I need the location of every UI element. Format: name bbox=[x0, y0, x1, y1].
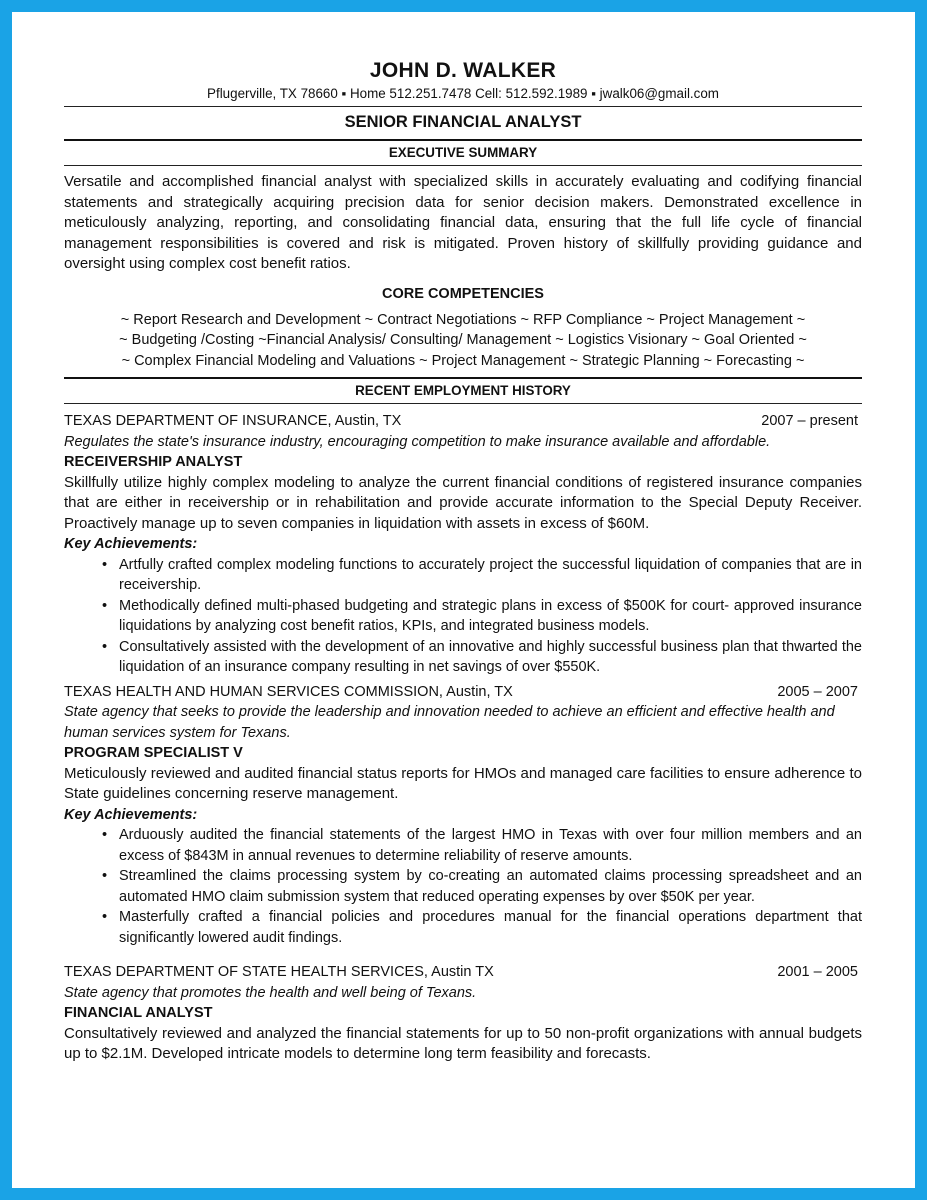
target-job-title: SENIOR FINANCIAL ANALYST bbox=[344, 113, 582, 131]
achievement-item: • Arduously audited the financial statements of the largest HMO in Texas with over four million members and an excess of $843M in annual revenues to determine reliability of reserve amounts. bbox=[64, 825, 862, 866]
achievements-list bbox=[64, 555, 862, 678]
competencies-line: ~ Report Research and Development ~ Contract Negotiations ~ RFP Compliance ~ Project Management ~ bbox=[120, 311, 806, 328]
employer-name: TEXAS DEPARTMENT OF INSURANCE, Austin, TX bbox=[64, 413, 402, 429]
role-title: PROGRAM SPECIALIST V bbox=[64, 745, 243, 761]
summary-text: Versatile and accomplished financial analyst with specialized skills in accurately evaluating and codifying financial statements and strategically acquiring precision data for senior decision makers. Demonstrated excellence in meticulously analyzing, reporting, and consolidating financial data, ensuring that the full life cycle of financial management responsibilities is covered and risk is mitigated. Proven history of skillfully providing guidance and oversight using complex cost benefit ratios. bbox=[64, 173, 862, 272]
achievements-label: Key Achievements: bbox=[64, 806, 198, 823]
job-entry bbox=[64, 682, 862, 949]
role-title: RECEIVERSHIP ANALYST bbox=[64, 454, 243, 470]
role-summary: Meticulously reviewed and audited financial status reports for HMOs and managed care facilities to ensure adherence to State guidelines concerning reserve management. bbox=[64, 764, 862, 802]
employment-dates: 2007 – present bbox=[761, 413, 858, 429]
employer-name: TEXAS HEALTH AND HUMAN SERVICES COMMISSION, Austin, TX bbox=[64, 683, 513, 700]
achievement-item: • Artfully crafted complex modeling functions to accurately project the successful liquidation of companies that are in receivership. bbox=[64, 555, 862, 596]
title-divider bbox=[64, 139, 862, 141]
employment-dates: 2001 – 2005 bbox=[777, 964, 858, 980]
employment-divider bbox=[64, 403, 862, 404]
employment-dates: 2005 – 2007 bbox=[777, 683, 858, 700]
employer-line bbox=[64, 411, 862, 432]
employment-heading: RECENT EMPLOYMENT HISTORY bbox=[355, 383, 571, 398]
employer-name: TEXAS DEPARTMENT OF STATE HEALTH SERVICES, Austin TX bbox=[64, 964, 494, 980]
achievement-item: • Masterfully crafted a financial policies and procedures manual for the financial operations department that significantly lowered audit findings. bbox=[64, 907, 862, 948]
achievements-list bbox=[64, 825, 862, 948]
achievement-item: • Streamlined the claims processing system by co-creating an automated claims processing spreadsheet and an automated HMO claim submission system that reduced operating expenses by over $50K per year. bbox=[64, 866, 862, 907]
summary-heading: EXECUTIVE SUMMARY bbox=[388, 145, 538, 160]
candidate-name: JOHN D. WALKER bbox=[369, 59, 557, 82]
achievement-item: • Consultatively assisted with the development of an innovative and highly successful business plan that thwarted the liquidation of an insurance company resulting in net savings of over $550K. bbox=[64, 637, 862, 678]
competencies-line: ~ Budgeting /Costing ~Financial Analysis/ Consulting/ Management ~ Logistics Visionary ~ Goal Oriented ~ bbox=[119, 332, 807, 348]
job-entry bbox=[64, 962, 862, 1065]
resume-page bbox=[64, 58, 862, 1065]
employer-description: State agency that promotes the health and well being of Texans. bbox=[64, 984, 477, 1001]
header-divider bbox=[64, 106, 862, 107]
competencies-heading: CORE COMPETENCIES bbox=[382, 285, 544, 302]
achievement-item: • Methodically defined multi-phased budgeting and strategic plans in excess of $500K for court- approved insurance liquidations by analyzing cost benefit ratios, KPIs, and integrated business models. bbox=[64, 596, 862, 637]
role-title: FINANCIAL ANALYST bbox=[64, 1005, 213, 1021]
role-summary: Skillfully utilize highly complex modeling to analyze the current financial conditions of registered insurance companies that are either in receivership or in rehabilitation and provide accurate information to the Special Deputy Receiver. Proactively manage up to seven companies in liquidation with assets in excess of $60M. bbox=[64, 473, 862, 532]
summary-divider bbox=[64, 165, 862, 166]
competencies-line: ~ Complex Financial Modeling and Valuations ~ Project Management ~ Strategic Planning ~ Forecasting ~ bbox=[121, 352, 805, 369]
contact-line: Pflugerville, TX 78660 ▪ Home 512.251.7478 Cell: 512.592.1989 ▪ jwalk06@gmail.com bbox=[207, 86, 719, 101]
employer-line bbox=[64, 682, 862, 703]
job-entry bbox=[64, 411, 862, 678]
role-summary: Consultatively reviewed and analyzed the financial statements for up to 50 non-profit organizations with annual budgets up to $2.1M. Developed intricate models to determine long term feasibility and forecasts. bbox=[64, 1024, 862, 1062]
achievements-label: Key Achievements: bbox=[64, 536, 198, 552]
competencies-divider bbox=[64, 377, 862, 379]
employer-description: Regulates the state's insurance industry, encouraging competition to make insurance available and affordable. bbox=[64, 433, 771, 450]
employer-line bbox=[64, 962, 862, 983]
employer-description: State agency that seeks to provide the leadership and innovation needed to achieve an efficient and effective health and human services system for Texans. bbox=[64, 704, 835, 741]
